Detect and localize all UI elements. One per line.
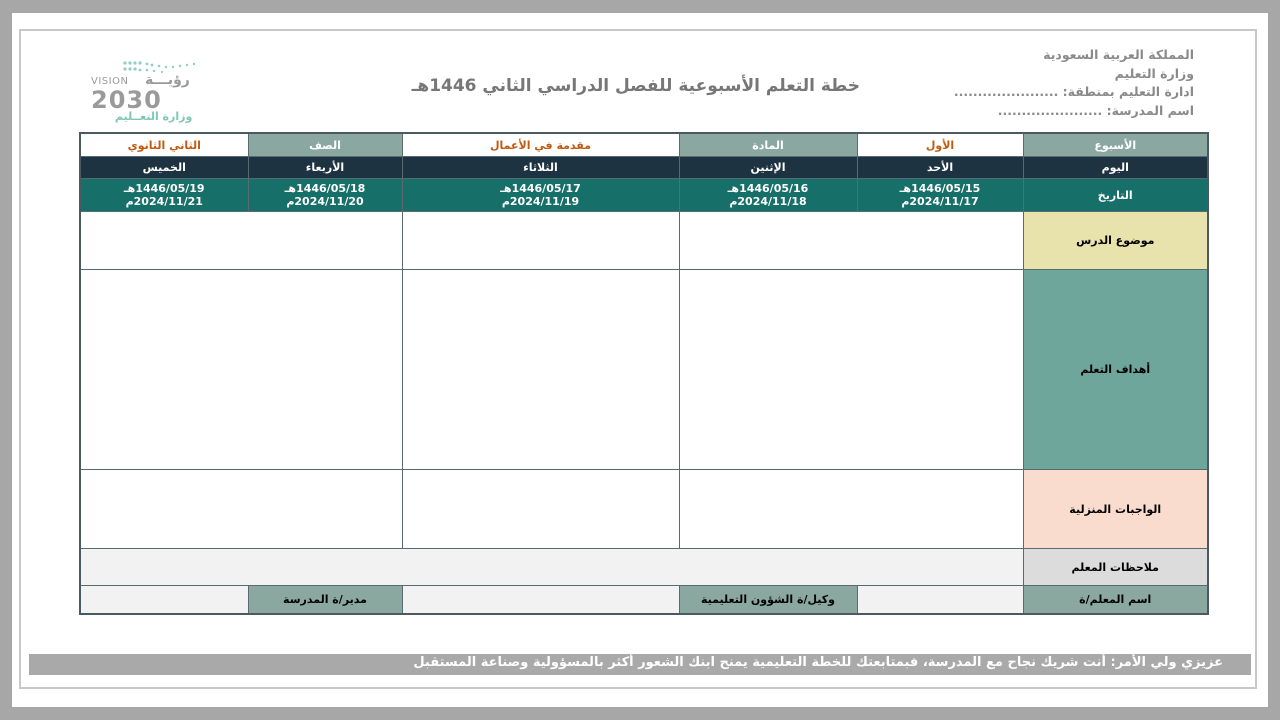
subject-value: مقدمة في الأعمال [402,133,679,157]
parent-message-bar [29,654,1251,675]
day-tuesday: الثلاثاء [402,157,679,179]
teacher-notes-label: ملاحظات المعلم [1023,549,1208,586]
objectives-cell[interactable] [402,270,679,470]
principal-signature-cell[interactable] [80,586,248,615]
week-label: الأسبوع [1023,133,1208,157]
date-monday [679,179,857,212]
table-row [80,157,1208,179]
logo-arabic-word: رؤيـــة [145,72,190,88]
day-monday: الإثنين [679,157,857,179]
homework-cell[interactable] [679,470,1023,549]
header-line-school: اسم المدرسة: ...................... [997,102,1194,118]
parent-message-text: عزيزي ولي الأمر: أنت شريك نجاح مع المدرسة، فبمتابعتك للخطة التعليمية يمنح ابنك الشعور أكثر بالمسؤولية وصناعة المستقبل [413,655,1223,670]
learning-objectives-label: أهداف التعلم [1023,270,1208,470]
date-hijri: 1446/05/16هـ [727,182,809,195]
date-gregorian: 2024/11/21م [125,195,203,208]
date-gregorian: 2024/11/20م [286,195,364,208]
page-title: خطة التعلم الأسبوعية للفصل الدراسي الثاني 1446هـ [411,76,860,96]
week-value: الأول [857,133,1023,157]
date-gregorian: 2024/11/19م [501,195,580,208]
date-hijri: 1446/05/17هـ [500,182,581,195]
lesson-topic-cell[interactable] [80,212,402,270]
logo-year: 2030 [91,86,162,114]
date-gregorian: 2024/11/18م [729,195,807,208]
homework-cell[interactable] [402,470,679,549]
day-thursday: الخميس [80,157,248,179]
weekly-plan-table [79,132,1209,615]
day-sunday: الأحد [857,157,1023,179]
teacher-signature-cell[interactable] [857,586,1023,615]
objectives-cell[interactable] [80,270,402,470]
date-tuesday [402,179,679,212]
homework-label: الواجبات المنزلية [1023,470,1208,549]
date-hijri: 1446/05/15هـ [899,182,981,195]
table-row [80,586,1208,615]
logo-vision-text: VISION [91,76,129,87]
date-hijri: 1446/05/18هـ [284,182,366,195]
teacher-name-label: اسم المعلم/ة [1023,586,1208,615]
principal-label: مدير/ة المدرسة [248,586,402,615]
header-line-region: ادارة التعليم بمنطقة: ...................... [953,84,1194,99]
logo-ministry-text: وزارة التعــليم [115,110,193,123]
teacher-notes-cell[interactable] [80,549,1023,586]
header-line-ministry: وزارة التعليم [1114,65,1194,81]
day-wednesday: الأربعاء [248,157,402,179]
table-row [80,270,1208,470]
lesson-topic-label: موضوع الدرس [1023,212,1208,270]
objectives-cell[interactable] [679,270,1023,470]
table-row [80,549,1208,586]
date-gregorian: 2024/11/17م [901,195,979,208]
ministry-header [874,46,1194,120]
table-row [80,470,1208,549]
homework-cell[interactable] [80,470,402,549]
date-label: التاريخ [1023,179,1208,212]
class-value: الثاني الثانوي [80,133,248,157]
header-line-country: المملكة العربية السعودية [1043,47,1194,62]
deputy-signature-cell[interactable] [402,586,679,615]
date-hijri: 1446/05/19هـ [123,182,205,195]
vision-2030-logo [85,58,215,128]
subject-label: المادة [679,133,857,157]
deputy-label: وكيل/ة الشؤون التعليمية [679,586,857,615]
table-row [80,133,1208,157]
date-thursday [80,179,248,212]
table-row [80,212,1208,270]
class-label: الصف [248,133,402,157]
day-label: اليوم [1023,157,1208,179]
date-wednesday [248,179,402,212]
table-row [80,179,1208,212]
lesson-topic-cell[interactable] [679,212,1023,270]
lesson-topic-cell[interactable] [402,212,679,270]
date-sunday [857,179,1023,212]
